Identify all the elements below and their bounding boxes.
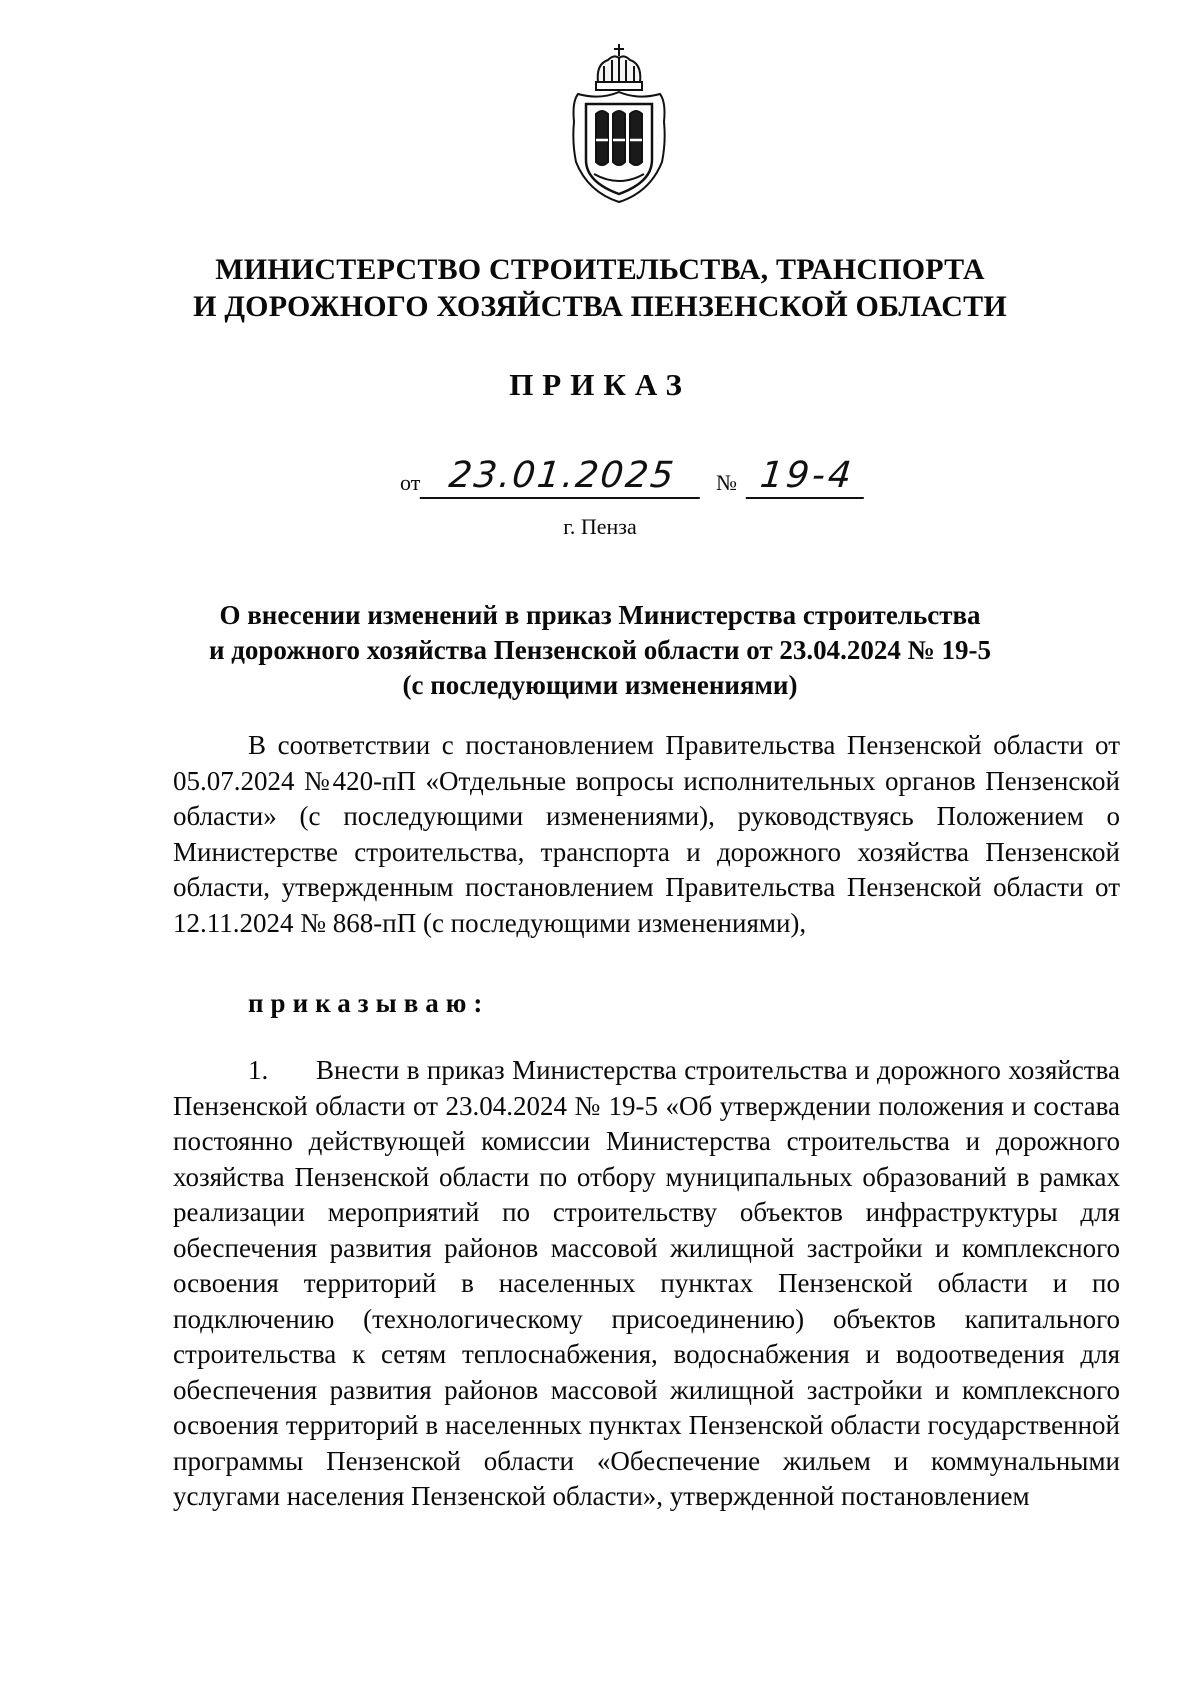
registration-line [0, 455, 1200, 505]
organization-name-line-2: И ДОРОЖНОГО ХОЗЯЙСТВА ПЕНЗЕНСКОЙ ОБЛАСТИ [193, 290, 1007, 323]
date-label: от [400, 470, 421, 495]
item-1-paragraph [173, 1053, 1120, 1515]
subject-line-2: и дорожного хозяйства Пензенской области от 23.04.2024 № 19-5 [208, 635, 992, 665]
city: г. Пенза [563, 514, 637, 539]
item-1-text: Внести в приказ Министерства строительства и дорожного хозяйства Пензенской области от 23.04.2024 № 19-5 «Об утверждении положения и состава постоянно действующей комиссии Министерства строительства и дорожного хозяйства Пензенской области по отбору муниципальных образований в рамках реализации мероприятий по строительству объектов инфраструктуры для обеспечения развития районов массовой жилищной застройки и комплексного освоения территорий в населенных пунктах Пензенской области и по подключению (технологическому присоединению) объектов капитального строительства к сетям теплоснабжения, водоснабжения и водоотведения для обеспечения развития районов массовой жилищной застройки и комплексного освоения территорий в населенных пунктах Пензенской области государственной программы Пензенской области «Обеспечение жильем и коммунальными услугами населения Пензенской области», утвержденной постановлением [173, 1055, 1120, 1511]
preamble-paragraph: В соответствии с постановлением Правительства Пензенской области от 05.07.2024 №420-пП «Отдельные вопросы исполнительных органов Пензенской области» (с последующими изменениями), руководствуясь Положением о Министерстве строительства, транспорта и дорожного хозяйства Пензенской области, утвержденным постановлением Правительства Пензенской области от 12.11.2024 № 868-пП (с последующими изменениями), [173, 730, 1120, 938]
subject-line-3: (с последующими изменениями) [402, 670, 798, 700]
handwritten-number: 19-4 [746, 455, 869, 499]
decree-word: приказываю: [248, 988, 490, 1018]
subject-line-1: О внесении изменений в приказ Министерства строительства [219, 600, 981, 630]
document-type-title: ПРИКАЗ [509, 367, 691, 402]
handwritten-date: 23.01.2025 [420, 455, 705, 499]
organization-name-line-1: МИНИСТЕРСТВО СТРОИТЕЛЬСТВА, ТРАНСПОРТА [215, 253, 985, 286]
document-subject [120, 598, 1080, 703]
item-1-number: 1. [248, 1055, 269, 1085]
coat-of-arms-icon [568, 42, 670, 204]
number-label: № [716, 470, 737, 495]
